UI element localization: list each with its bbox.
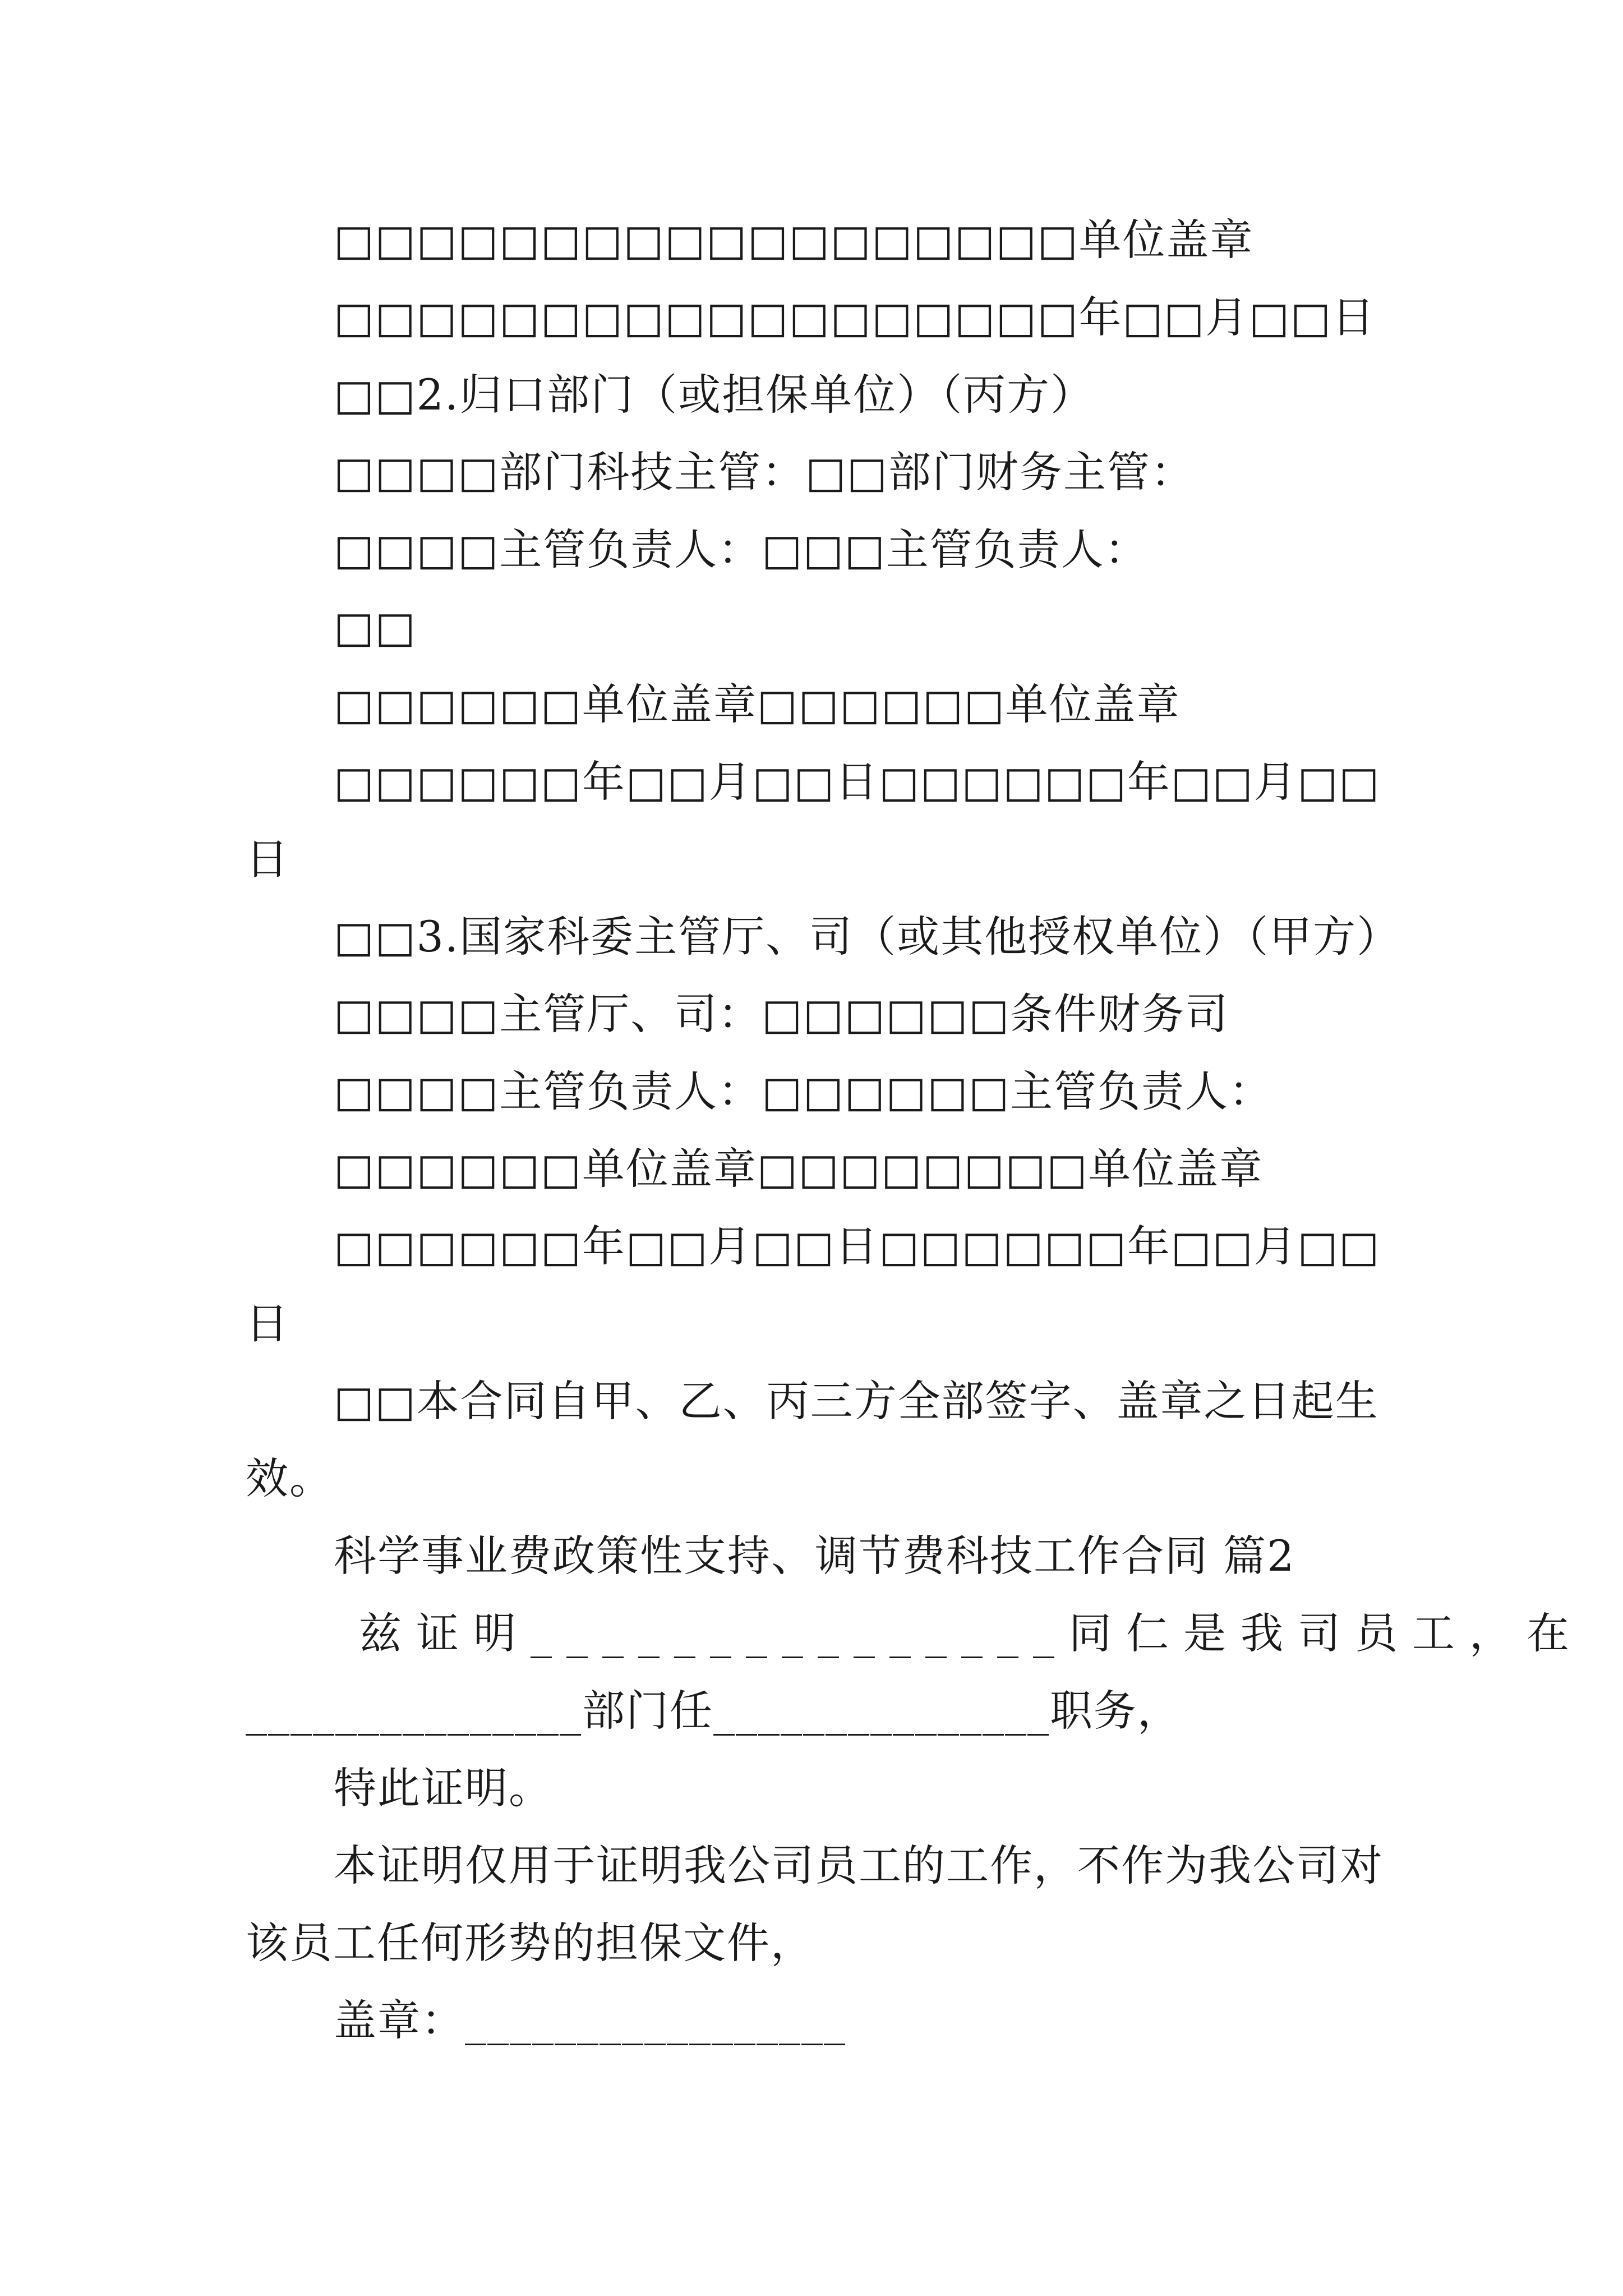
text-line-hereby-certify: 特此证明。	[334, 1763, 552, 1813]
text-line-date-3: □□□□□□年□□月□□日□□□□□□年□□月□□	[334, 1221, 1381, 1271]
text-line-unit-seal-2: □□□□□□单位盖章□□□□□□单位盖章	[334, 679, 1181, 729]
text-line-departments: □□□□主管厅、司：□□□□□□条件财务司	[334, 989, 1229, 1039]
text-line-disclaimer-wrap: 该员工任何形势的担保文件，	[246, 1918, 814, 1968]
section-heading-party-c: □□2.归口部门（或担保单位）（丙方）	[334, 370, 1095, 420]
section-heading-party-a: □□3.国家科委主管厅、司（或其他授权单位）（甲方）	[334, 912, 1401, 961]
text-line-unit-seal-3: □□□□□□单位盖章□□□□□□□□单位盖章	[334, 1144, 1264, 1194]
text-line-blank: □□	[334, 602, 417, 652]
text-line-certify: 兹证明_______________同仁是我司员工，在	[359, 1608, 1584, 1658]
text-line-supervisors: □□□□部门科技主管：□□部门财务主管：	[334, 447, 1195, 497]
text-line-responsible-persons: □□□□主管负责人：□□□主管负责人：	[334, 524, 1149, 574]
text-line-date-2: □□□□□□年□□月□□日□□□□□□年□□月□□	[334, 757, 1381, 807]
text-line-date-1: □□□□□□□□□□□□□□□□□□年□□月□□日	[334, 292, 1376, 342]
text-line-seal: 盖章：_________________	[334, 1995, 846, 2045]
text-line-unit-seal-1: □□□□□□□□□□□□□□□□□□单位盖章	[334, 215, 1254, 265]
text-line-disclaimer: 本证明仅用于证明我公司员工的工作，不作为我公司对	[334, 1841, 1384, 1890]
text-line-responsible-persons-2: □□□□主管负责人：□□□□□□主管负责人：	[334, 1066, 1273, 1116]
text-line-department-position: _______________部门任_______________职务，	[246, 1686, 1181, 1736]
document-title-part-2: 科学事业费政策性支持、调节费科技工作合同 篇2	[334, 1531, 1295, 1581]
text-line-effective-clause-wrap: 效。	[246, 1453, 333, 1503]
text-line-effective-clause: □□本合同自甲、乙、丙三方全部签字、盖章之日起生	[334, 1376, 1379, 1426]
text-line-date-3-wrap: 日	[246, 1299, 289, 1349]
text-line-date-2-wrap: 日	[246, 834, 289, 884]
